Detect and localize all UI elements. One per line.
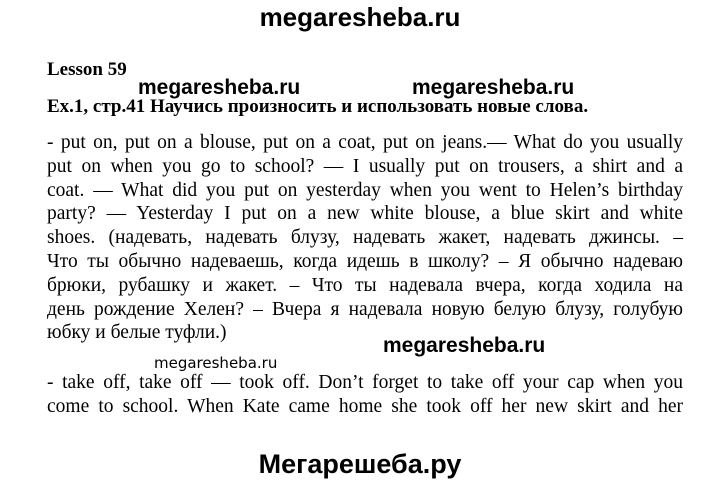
text-line: party? — Yesterday I put on a new white blouse, a blue skirt and white — [47, 203, 683, 225]
text-line: юбку и белые туфли.) — [47, 322, 227, 344]
text-line: come to school. When Kate came home she took off her new skirt and her — [47, 395, 683, 417]
watermark-small: megaresheba.ru — [154, 354, 278, 372]
watermark-bottom: Мегарешеба.ру — [258, 449, 462, 479]
text-line: put on when you go to school? — I usually put on trousers, a shirt and a — [47, 155, 683, 177]
text-line: shoes. (надевать, надевать блузу, надевать жакет, надевать джинсы. – — [47, 227, 683, 249]
lesson-title: Lesson 59 — [47, 59, 127, 80]
paragraph-take-off — [47, 371, 683, 419]
text-line: coat. — What did you put on yesterday when you went to Helen’s birthday — [47, 179, 683, 201]
exercise-heading: Ex.1, стр.41 Научись произносить и использовать новые слова. — [47, 96, 589, 117]
text-line: день рождение Хелен? – Вчера я надевала новую белую блузу, голубую — [47, 298, 683, 320]
watermark-overlay: megaresheba.ru — [383, 334, 546, 357]
paragraph-put-on — [47, 131, 683, 345]
watermark-overlay: megaresheba.ru — [138, 76, 301, 99]
text-line: - take off, take off — took off. Don’t forget to take off your cap when you — [47, 372, 683, 393]
text-line: брюки, рубашку и жакет. – Что ты надевала вчера, когда ходила на — [47, 274, 683, 296]
watermark-top: megaresheba.ru — [259, 2, 461, 32]
text-line: Что ты обычно надеваешь, когда идешь в школу? – Я обычно надеваю — [47, 250, 683, 272]
watermark-overlay: megaresheba.ru — [412, 76, 575, 99]
text-line: - put on, put on a blouse, put on a coat, put on jeans.— What do you usually — [47, 132, 683, 153]
